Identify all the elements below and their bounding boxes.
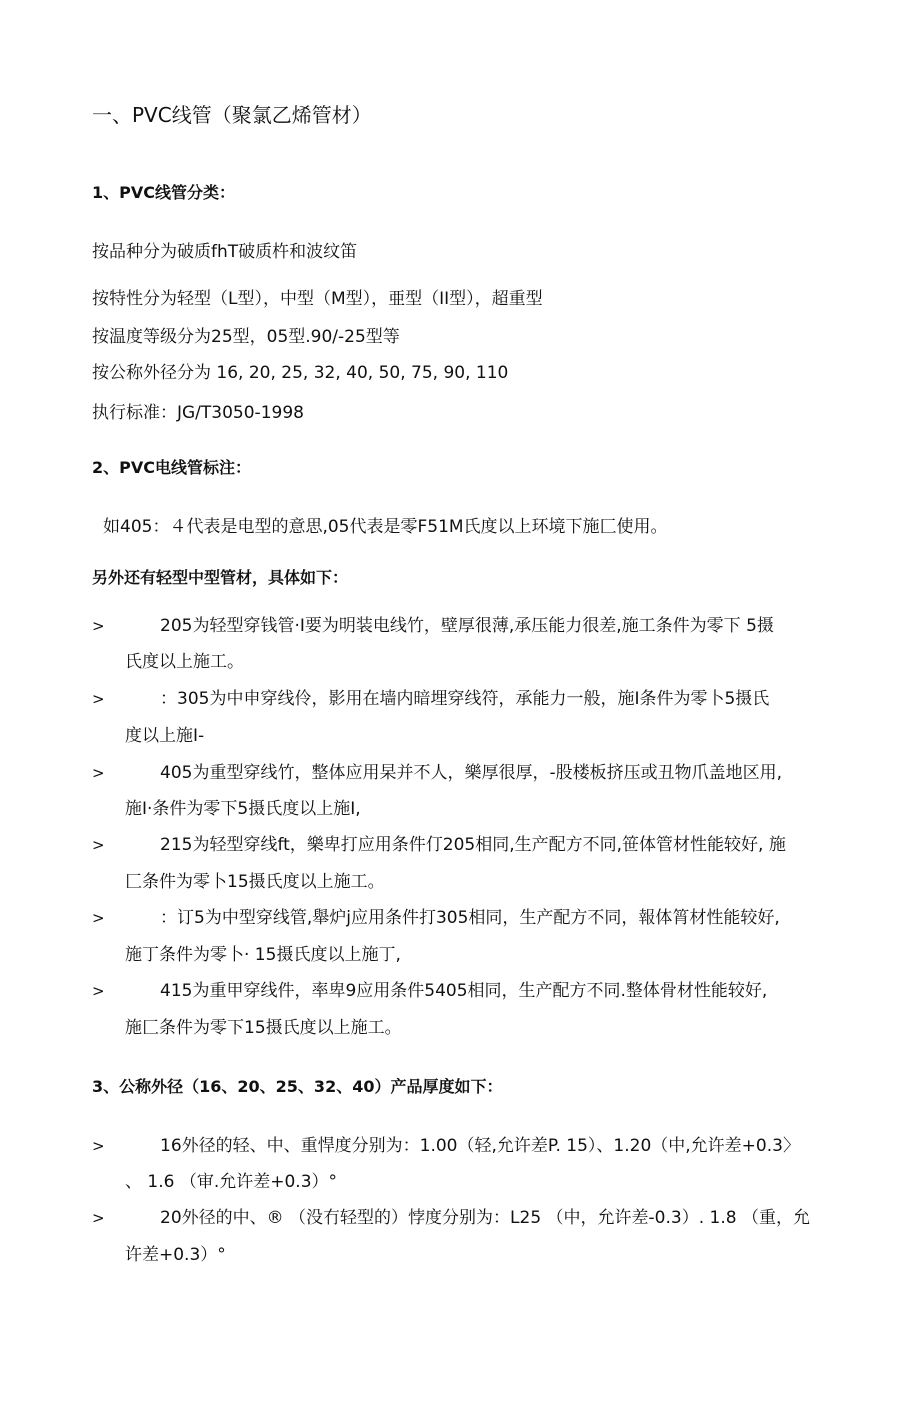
classification-by-property: 按特性分为轻型（L型），中型（M型），亜型（II型），超重型 — [92, 289, 543, 309]
bullet-marker: > — [92, 982, 105, 1000]
section-3-heading: 3、公称外径（16、20、25、32、40）产品厚度如下： — [92, 1077, 503, 1096]
section-2-subheading: 另外还有轻型中型管材，具体如下： — [92, 568, 349, 587]
list-item-text: 20外径的中、® （没冇轻型的）悖度分别为：L25 （中，允许差-0.3）. 1.8 （重，允 — [160, 1208, 810, 1228]
section-1-heading: 1、PVC线管分类： — [92, 183, 235, 202]
marking-example: 如405：４代表是电型的意思,05代表是零F51M氏度以上环境下施匚使用。 — [103, 517, 668, 537]
list-item-text: ：订5为中型穿线管,舉炉j应用条件打305相同，生产配方不同，報体筲材性能较好, — [160, 908, 780, 928]
section-2-heading: 2、PVC电线管标注： — [92, 458, 251, 477]
classification-by-temperature: 按温度等级分为25型，05型.90/-25型等 — [92, 327, 400, 347]
document-title: 一、PVC线管（聚氯乙烯管材） — [92, 103, 372, 127]
list-item-continuation: 施丁条件为零卜· 15摄氏度以上施丁, — [125, 945, 401, 965]
bullet-marker: > — [92, 1137, 105, 1155]
list-item-text: 205为轻型穿钱管·I要为明装电线竹，壁厚很薄,承压能力很差,施工条件为零下 5摄 — [160, 616, 774, 636]
list-item-text: ：305为中申穿线伶，影用在墙内暗埋穿线符，承能力一般，施I条件为零卜5摄氏 — [160, 689, 770, 709]
list-item-continuation: 许差+0.3）° — [125, 1245, 226, 1265]
list-item-continuation: 施I·条件为零下5摄氏度以上施I, — [125, 799, 361, 819]
standard-line: 执行标准：JG/T3050-1998 — [92, 403, 304, 423]
list-item-continuation: 、 1.6 （审.允许差+0.3）° — [125, 1172, 338, 1192]
bullet-marker: > — [92, 909, 105, 927]
list-item-continuation: 施匚条件为零下15摄氏度以上施工。 — [125, 1018, 402, 1038]
classification-by-variety: 按品种分为破质fhT破质杵和波纹笛 — [92, 242, 358, 262]
bullet-marker: > — [92, 836, 105, 854]
list-item-text: 405为重型穿线竹，整体应用杲并不人，樂厚很厚，-股楼板挤压或丑物爪盖地区用, — [160, 763, 782, 783]
bullet-marker: > — [92, 617, 105, 635]
classification-by-diameter: 按公称外径分为 16, 20, 25, 32, 40, 50, 75, 90, 110 — [92, 363, 509, 383]
bullet-marker: > — [92, 690, 105, 708]
list-item-text: 415为重甲穿线件，率卑9应用条件5405相同，生产配方不同.整体骨材性能较好, — [160, 981, 768, 1001]
list-item-continuation: 匚条件为零卜15摄氏度以上施工。 — [125, 872, 385, 892]
bullet-marker: > — [92, 764, 105, 782]
list-item-continuation: 氏度以上施工。 — [125, 652, 244, 672]
list-item-text: 16外径的轻、中、重悍度分别为：1.00（轻,允许差P. 15）、1.20（中,允许差+0.3〉 — [160, 1136, 800, 1156]
list-item-text: 215为轻型穿线ft，樂卑打应用条件仃205相同,生产配方不同,笹体管材性能较好, 施 — [160, 835, 786, 855]
bullet-marker: > — [92, 1209, 105, 1227]
list-item-continuation: 度以上施I- — [125, 726, 205, 746]
